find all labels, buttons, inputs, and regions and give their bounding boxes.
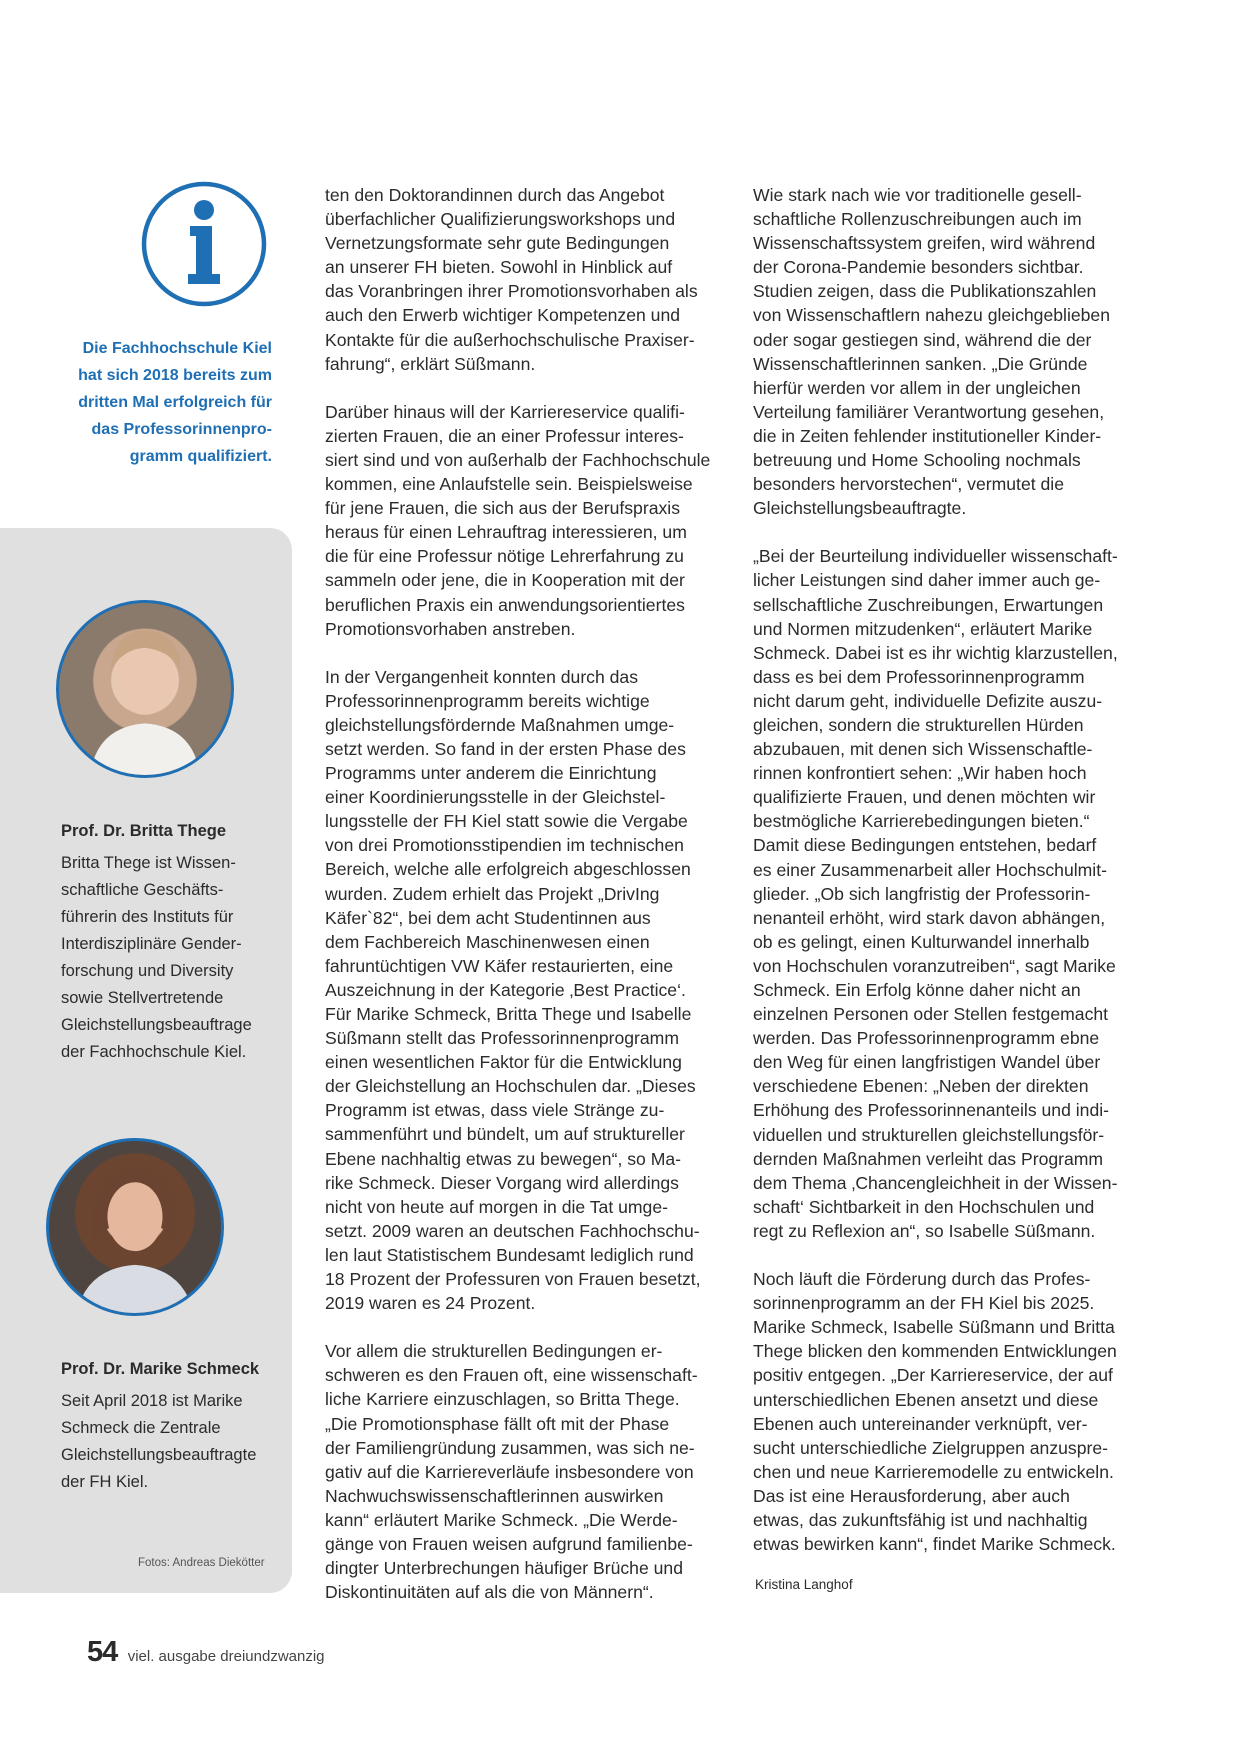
photo-credit: Fotos: Andreas Diekötter [138, 1557, 265, 1569]
article-line: glieder. „Ob sich langfristig der Professorin- [753, 883, 1091, 904]
article-line: sucht unterschiedliche Zielgruppen anzuspre- [753, 1437, 1109, 1458]
article-line: nenanteil erhöht, wird stark davon abhängen, [753, 907, 1106, 928]
callout-line: hat sich 2018 bereits zum [78, 367, 272, 384]
profile-bio-line: Seit April 2018 ist Marike [61, 1392, 243, 1410]
article-line: einer Koordinierungsstelle in der Gleichstel- [325, 787, 666, 808]
profile-bio-line: Gleichstellungsbeauftrage [61, 1016, 252, 1034]
article-line: Vernetzungsformate sehr gute Bedingungen [325, 233, 670, 254]
article-line: auch den Erwerb wichtiger Kompetenzen und [325, 305, 681, 326]
paragraph-gap [325, 641, 725, 665]
article-line: hierfür werden vor allem in der ungleichen [753, 377, 1081, 398]
article-line: von drei Promotionsstipendien im technischen [325, 835, 684, 856]
paragraph-gap [325, 376, 725, 400]
article-line: Programms unter anderem die Einrichtung [325, 763, 657, 784]
magazine-name: viel. ausgabe dreiundzwanzig [127, 1648, 325, 1665]
article-line: das Voranbringen ihrer Promotionsvorhaben als [325, 281, 698, 302]
info-callout [60, 335, 272, 470]
callout-line: Die Fachhochschule Kiel [82, 340, 272, 357]
article-line: gleichen, sondern die strukturellen Hürden [753, 714, 1084, 735]
article-line: Schmeck. Ein Erfolg könne daher nicht an [753, 980, 1081, 1000]
article-line: etwas, das zukunftsfähig ist und nachhaltig [753, 1509, 1088, 1530]
article-line: etwas bewirken kann“, findet Marike Schmeck. [753, 1534, 1116, 1555]
article-line: dass es bei dem Professorinnenprogramm [753, 666, 1085, 687]
article-line: Darüber hinaus will der Karriereservice qualifi- [325, 401, 685, 422]
article-line: Wissenschaftlerinnen sanken. „Die Gründe [753, 353, 1088, 374]
page-footer [87, 1636, 325, 1669]
article-line: kann“ erläutert Marike Schmeck. „Die Werde- [325, 1509, 678, 1530]
article-line: und Normen mitzudenken“, erläutert Marike [753, 618, 1093, 639]
article-line: von Hochschulen voranzutreiben“, sagt Marike [753, 955, 1116, 976]
article-line: sellschaftliche Zuschreibungen, Erwartungen [753, 594, 1104, 615]
article-line: Marike Schmeck, Isabelle Süßmann und Britta [753, 1317, 1115, 1338]
article-line: überfachlicher Qualifizierungsworkshops und [325, 209, 676, 230]
article-line: betreuung und Home Schooling nochmals [753, 450, 1081, 471]
article-line: ob es gelingt, einen Kulturwandel innerhalb [753, 931, 1090, 952]
article-line: Thege blicken den kommenden Entwicklungen [753, 1341, 1117, 1362]
article-line: werden. Das Professorinnenprogramm ebne [753, 1028, 1100, 1049]
article-line: bestmögliche Karrierebedingungen bieten.“ [753, 811, 1090, 832]
avatar-marike-schmeck [46, 1138, 224, 1316]
article-line: sammeln oder jene, die in Kooperation mit der [325, 570, 685, 591]
article-line: Auszeichnung in der Kategorie ‚Best Practice‘. [325, 979, 686, 1000]
profile-britta-thege [61, 818, 283, 1066]
paragraph-gap [753, 520, 1153, 544]
article-line: der Familiengründung zusammen, was sich ne- [325, 1437, 695, 1458]
article-line: Für Marike Schmeck, Britta Thege und Isabelle [325, 1004, 692, 1024]
article-line: schaft‘ Sichtbarkeit in den Hochschulen und [753, 1196, 1095, 1217]
article-line: Süßmann stellt das Professorinnenprogramm [325, 1028, 679, 1049]
article-line: sammenführt und bündelt, um auf struktureller [325, 1124, 685, 1145]
article-line: gänge von Frauen weisen aufgrund familienbe- [325, 1533, 693, 1554]
profile-name: Prof. Dr. Marike Schmeck [61, 1360, 260, 1378]
article-line: schaftliche Rollenzuschreibungen auch im [753, 209, 1082, 230]
article-line: dem Fachbereich Maschinenwesen einen [325, 931, 650, 952]
article-line: der Corona-Pandemie besonders sichtbar. [753, 257, 1084, 278]
article-line: fahruntüchtigen VW Käfer restaurierten, eine [325, 955, 674, 976]
profile-bio-line: der Fachhochschule Kiel. [61, 1043, 247, 1061]
article-line: Promotionsvorhaben anstreben. [325, 618, 576, 639]
article-line: einen wesentlichen Faktor für die Entwicklung [325, 1052, 682, 1073]
article-line: beruflichen Praxis ein anwendungsorientiertes [325, 594, 685, 615]
article-line: Kontakte für die außerhochschulische Praxiser- [325, 329, 695, 350]
profile-marike-schmeck [61, 1356, 283, 1496]
article-line: Professorinnenprogramm bereits wichtige [325, 690, 650, 711]
profile-bio-line: schaftliche Geschäfts- [61, 881, 224, 899]
info-icon [140, 180, 268, 308]
article-line: gleichstellungsfördernde Maßnahmen umge- [325, 714, 675, 735]
article-line: verschiedene Ebenen: „Neben der direkten [753, 1076, 1089, 1097]
profile-bio-line: sowie Stellvertretende [61, 989, 224, 1007]
article-line: für jene Frauen, die sich aus der Berufspraxis [325, 498, 680, 519]
article-line: oder sogar gestiegen sind, während die der [753, 329, 1092, 350]
article-line: kommen, eine Anlaufstelle sein. Beispielsweise [325, 474, 693, 495]
article-line: Nachwuchswissenschaftlerinnen auswirken [325, 1485, 664, 1506]
article-line: Damit diese Bedingungen entstehen, bedarf [753, 835, 1097, 856]
article-line: ten den Doktorandinnen durch das Angebot [325, 185, 665, 205]
article-line: sorinnenprogramm an der FH Kiel bis 2025. [753, 1293, 1095, 1314]
article-line: einzelnen Personen oder Stellen festgemacht [753, 1004, 1109, 1025]
article-line: gativ auf die Karriereverläufe insbesondere von [325, 1461, 694, 1482]
article-line: Ebenen auch untereinander verknüpft, ver- [753, 1413, 1088, 1434]
article-line: nicht darum geht, individuelle Defizite auszu- [753, 690, 1103, 711]
profile-name: Prof. Dr. Britta Thege [61, 822, 227, 840]
article-line: der Gleichstellung an Hochschulen dar. „Dieses [325, 1076, 696, 1097]
article-line: zierten Frauen, die an einer Professur interes- [325, 425, 684, 446]
article-line: Das ist eine Herausforderung, aber auch [753, 1485, 1070, 1506]
article-line: besonders hervorstechen“, vermutet die [753, 474, 1064, 495]
article-line: schweren es den Frauen oft, eine wissenschaft- [325, 1365, 698, 1386]
article-line: unterschiedlichen Ebenen ansetzt und diese [753, 1389, 1099, 1410]
article-line: „Die Promotionsphase fällt oft mit der Phase [325, 1413, 670, 1434]
profile-bio-line: Gleichstellungsbeauftragte [61, 1446, 257, 1464]
article-line: Programm ist etwas, dass viele Stränge zu- [325, 1100, 665, 1121]
article-line: Wie stark nach wie vor traditionelle gesell- [753, 185, 1082, 205]
article-line: In der Vergangenheit konnten durch das [325, 666, 639, 687]
article-line: siert sind und von außerhalb der Fachhochschule [325, 449, 711, 470]
callout-line: dritten Mal erfolgreich für [78, 394, 272, 411]
article-line: rike Schmeck. Dieser Vorgang wird allerdings [325, 1172, 679, 1193]
article-line: wurden. Zudem erhielt das Projekt „DrivIng [325, 883, 660, 904]
article-line: Noch läuft die Förderung durch das Profes- [753, 1269, 1091, 1290]
article-line: Studien zeigen, dass die Publikationszahlen [753, 281, 1097, 302]
profile-bio-line: Britta Thege ist Wissen- [61, 854, 236, 872]
article-line: len laut Statistischem Bundesamt lediglich rund [325, 1244, 694, 1265]
article-column-right [753, 183, 1153, 1556]
article-line: nicht von heute auf morgen in die Tat umge- [325, 1196, 668, 1217]
article-line: die für eine Professur nötige Lehrerfahrung zu [325, 546, 684, 567]
article-column-middle [325, 183, 725, 1604]
article-line: viduellen und strukturellen gleichstellungsför- [753, 1124, 1105, 1145]
page-number: 54 [87, 1636, 118, 1668]
callout-line: das Professorinnenpro- [91, 421, 272, 438]
article-line: licher Leistungen sind daher immer auch ge- [753, 570, 1101, 591]
paragraph-gap [325, 1315, 725, 1339]
article-line: Gleichstellungsbeauftragte. [753, 498, 967, 519]
article-line: 2019 waren es 24 Prozent. [325, 1293, 536, 1314]
article-line: setzt. 2009 waren an deutschen Fachhochschu- [325, 1220, 700, 1241]
article-line: 18 Prozent der Professuren von Frauen besetzt, [325, 1269, 701, 1290]
article-line: lungsstelle der FH Kiel statt sowie die Vergabe [325, 811, 688, 832]
article-line: Schmeck. Dabei ist es ihr wichtig klarzustellen, [753, 642, 1118, 663]
profile-bio-line: Interdisziplinäre Gender- [61, 935, 242, 953]
article-line: abzubauen, mit denen sich Wissenschaftle- [753, 739, 1093, 760]
article-line: Verteilung familiärer Verantwortung gesehen, [753, 401, 1105, 422]
article-line: Käfer`82“, bei dem acht Studentinnen aus [325, 907, 651, 928]
article-line: von Wissenschaftlern nahezu gleichgeblieben [753, 305, 1110, 326]
profile-bio-line: der FH Kiel. [61, 1473, 149, 1491]
article-line: Diskontinuitäten auf als die von Männern“. [325, 1582, 654, 1603]
article-line: Vor allem die strukturellen Bedingungen er- [325, 1341, 663, 1362]
article-line: regt zu Reflexion an“, so Isabelle Süßmann. [753, 1220, 1096, 1241]
article-line: Erhöhung des Professorinnenanteils und indi- [753, 1100, 1110, 1121]
profile-bio-line: führerin des Instituts für [61, 908, 234, 926]
profile-bio-line: forschung und Diversity [61, 962, 234, 980]
article-line: an unserer FH bieten. Sowohl in Hinblick auf [325, 257, 673, 278]
avatar-britta-thege [56, 600, 234, 778]
article-line: die in Zeiten fehlender institutioneller Kinder- [753, 425, 1102, 446]
article-line: dernden Maßnahmen verleiht das Programm [753, 1148, 1104, 1169]
article-line: positiv entgegen. „Der Karriereservice, der auf [753, 1365, 1113, 1386]
article-line: Bereich, welche alle erfolgreich abgeschlossen [325, 859, 691, 880]
article-line: es einer Zusammenarbeit aller Hochschulmit- [753, 859, 1107, 880]
article-line: den Weg für einen langfristigen Wandel über [753, 1052, 1101, 1073]
article-line: chen und neue Karrieremodelle zu entwickeln. [753, 1461, 1114, 1482]
article-line: heraus für einen Lehrauftrag interessieren, um [325, 522, 687, 543]
article-line: „Bei der Beurteilung individueller wissenschaft- [753, 546, 1118, 567]
article-line: fahrung“, erklärt Süßmann. [325, 353, 536, 374]
paragraph-gap [753, 1243, 1153, 1267]
author-byline: Kristina Langhof [755, 1577, 853, 1592]
article-line: setzt werden. So fand in der ersten Phase des [325, 738, 686, 759]
article-line: Ebene nachhaltig etwas zu bewegen“, so Ma- [325, 1148, 681, 1169]
callout-line: gramm qualifiziert. [129, 448, 272, 465]
article-line: Wissenschaftssystem greifen, wird während [753, 233, 1096, 254]
article-line: qualifizierte Frauen, und denen möchten wir [753, 787, 1096, 808]
profile-bio-line: Schmeck die Zentrale [61, 1419, 221, 1437]
article-line: dem Thema ‚Chancengleichheit in der Wissen- [753, 1172, 1118, 1193]
article-line: liche Karriere einzuschlagen, so Britta Thege. [325, 1389, 680, 1410]
article-line: rinnen konfrontiert sehen: „Wir haben hoch [753, 763, 1087, 784]
article-line: dingter Unterbrechungen häufiger Brüche und [325, 1558, 683, 1579]
